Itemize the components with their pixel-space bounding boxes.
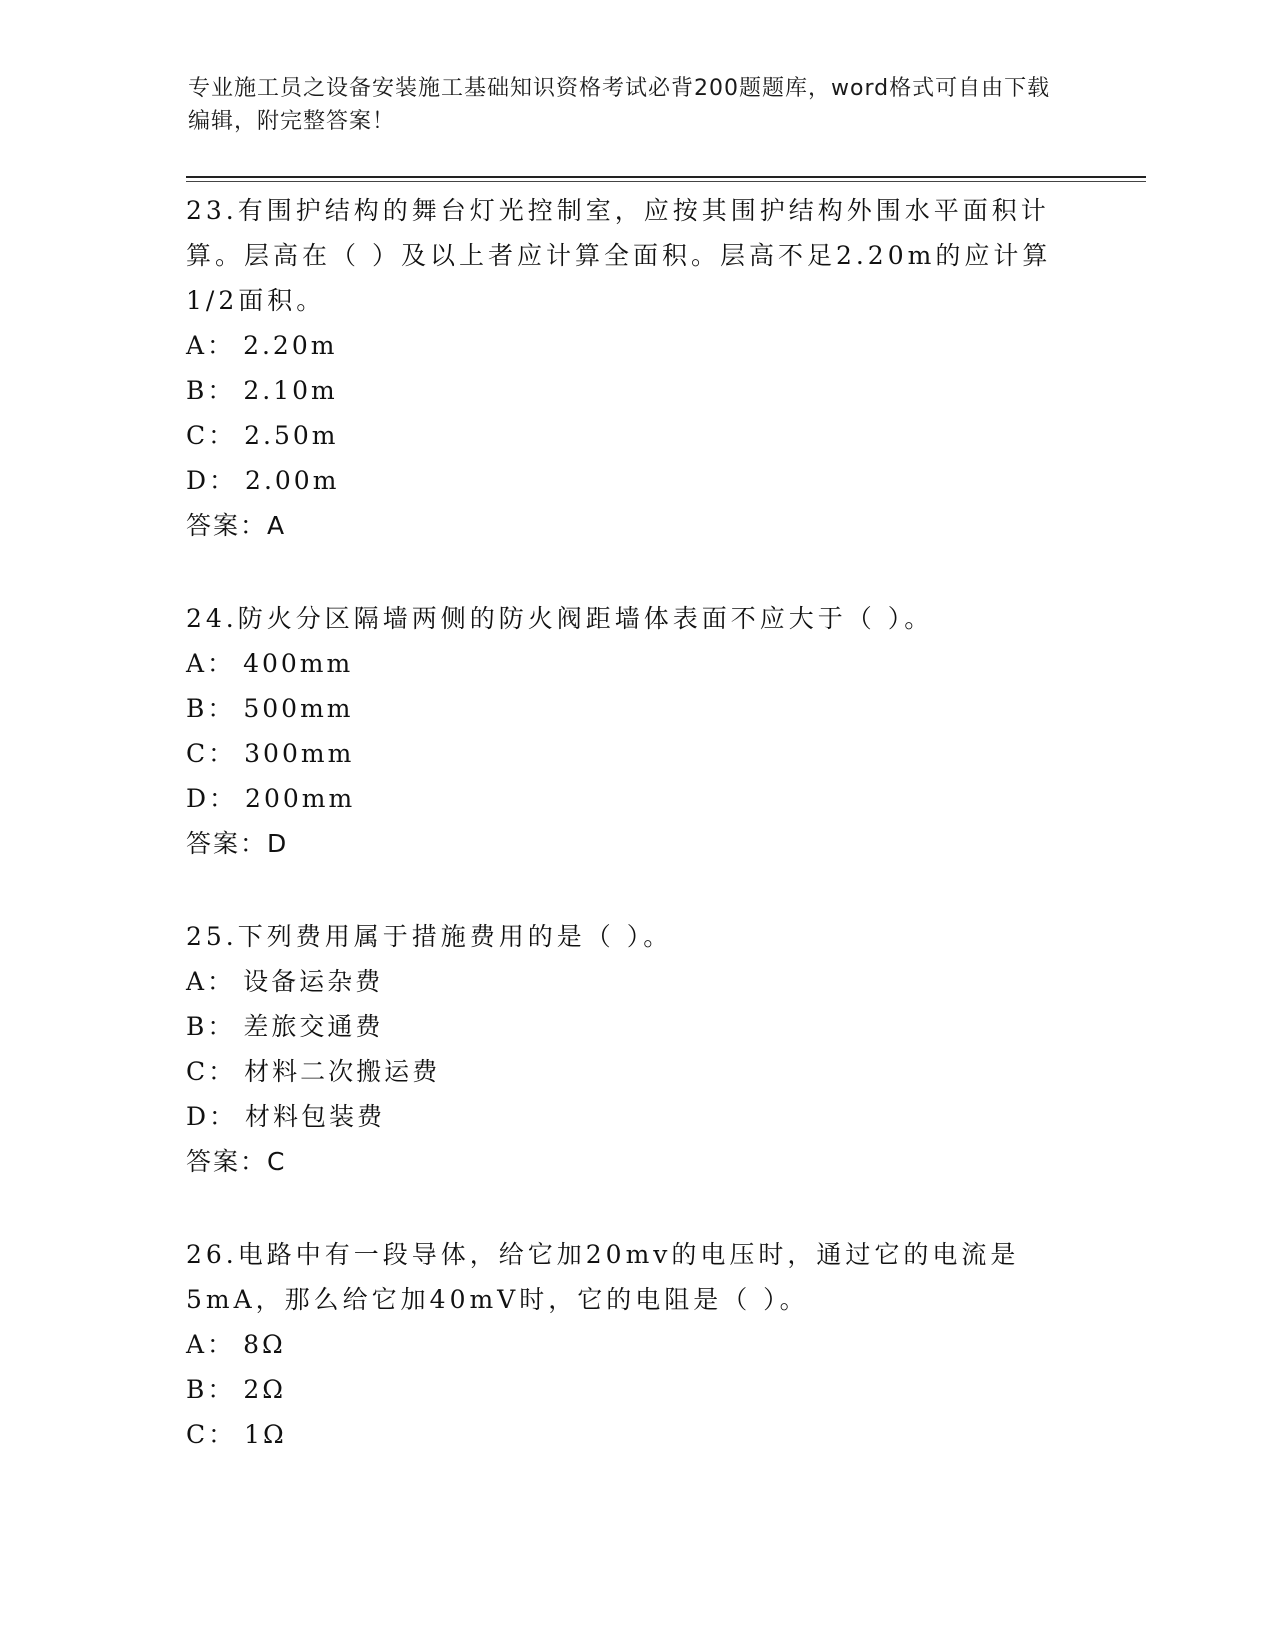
option-value: 200mm (245, 784, 356, 813)
option-d (186, 458, 1086, 503)
option-key: A： (186, 1330, 236, 1359)
question-text: 25.下列费用属于措施费用的是（ ）。 (186, 922, 673, 951)
question-26 (186, 1232, 1086, 1457)
option-d (186, 776, 1086, 821)
option-c (186, 1412, 1086, 1457)
option-value: 2.20m (243, 331, 338, 360)
option-a (186, 1322, 1086, 1367)
option-value: 300mm (244, 739, 355, 768)
question-24 (186, 596, 1086, 866)
option-value: 材料二次搬运费 (244, 1057, 441, 1086)
option-c (186, 731, 1086, 776)
option-d (186, 1094, 1086, 1139)
option-value: 设备运杂费 (243, 967, 384, 996)
option-key: B： (186, 1012, 236, 1041)
option-b (186, 1004, 1086, 1049)
answer-line: 答案：C (186, 1147, 287, 1176)
option-key: C： (186, 1420, 237, 1449)
option-key: D： (186, 1102, 238, 1131)
question-text: 23.有围护结构的舞台灯光控制室，应按其围护结构外围水平面积计算。层高在（ ）及以上者应计算全面积。层高不足2.20m的应计算1/2面积。 (186, 196, 1052, 315)
option-key: C： (186, 421, 237, 450)
option-c (186, 1049, 1086, 1094)
option-key: D： (186, 466, 238, 495)
option-value: 2.10m (243, 376, 338, 405)
question-25 (186, 914, 1086, 1184)
option-key: B： (186, 376, 236, 405)
header-divider-thick (186, 176, 1146, 178)
option-b (186, 686, 1086, 731)
option-a (186, 323, 1086, 368)
option-key: A： (186, 331, 236, 360)
option-value: 8Ω (243, 1330, 286, 1359)
option-value: 500mm (243, 694, 354, 723)
answer-line: 答案：D (186, 829, 289, 858)
question-text: 24.防火分区隔墙两侧的防火阀距墙体表面不应大于（ ）。 (186, 604, 934, 633)
option-value: 400mm (243, 649, 354, 678)
option-key: C： (186, 739, 237, 768)
option-value: 2Ω (243, 1375, 287, 1404)
question-23 (186, 188, 1086, 548)
option-key: A： (186, 967, 236, 996)
option-b (186, 368, 1086, 413)
option-a (186, 641, 1086, 686)
option-key: C： (186, 1057, 237, 1086)
option-key: B： (186, 694, 236, 723)
document-header: 专业施工员之设备安装施工基础知识资格考试必背200题题库，word格式可自由下载编辑，附完整答案！ (188, 76, 1051, 134)
option-value: 差旅交通费 (243, 1012, 384, 1041)
option-value: 材料包装费 (245, 1102, 386, 1131)
option-c (186, 413, 1086, 458)
option-key: B： (186, 1375, 236, 1404)
option-key: A： (186, 649, 236, 678)
question-text: 26.电路中有一段导体，给它加20mv的电压时，通过它的电流是5mA，那么给它加40mV时，它的电阻是（ ）。 (186, 1240, 1020, 1314)
question-list (186, 188, 1086, 1505)
header-divider-thin (186, 181, 1146, 182)
option-value: 2.00m (245, 466, 340, 495)
option-value: 2.50m (244, 421, 339, 450)
option-value: 1Ω (244, 1420, 287, 1449)
option-a (186, 959, 1086, 1004)
answer-line: 答案：A (186, 511, 287, 540)
option-key: D： (186, 784, 238, 813)
option-b (186, 1367, 1086, 1412)
